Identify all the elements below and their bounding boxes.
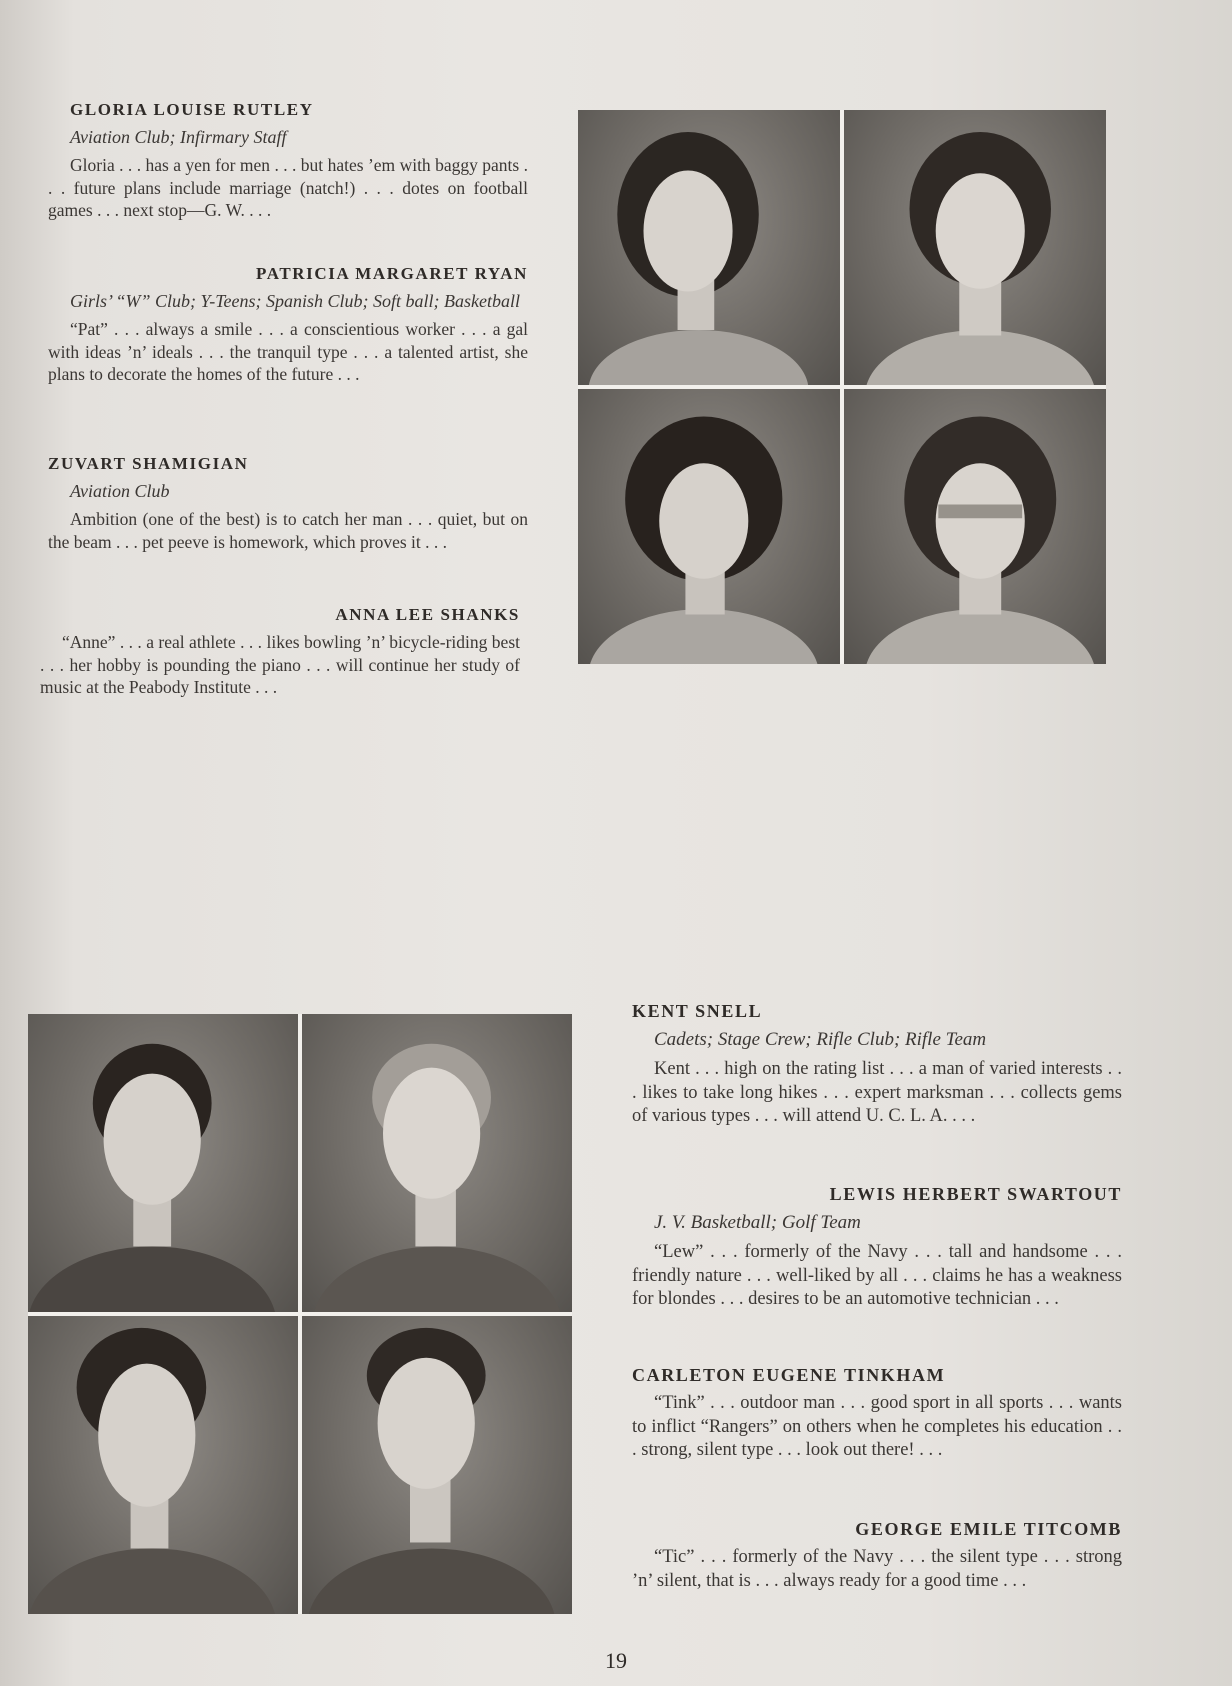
- senior-description: “Lew” . . . formerly of the Navy . . . tall and handsome . . . friendly nature . . . well-liked by all . . . claims he has a weakness for blondes . . . desires to be an automotive technician . . .: [632, 1242, 1122, 1309]
- senior-description: “Tic” . . . formerly of the Navy . . . the silent type . . . strong ’n’ silent, that is . . . always ready for a good time . . .: [632, 1547, 1122, 1591]
- entry-shamigian: [48, 454, 528, 553]
- entry-titcomb: [632, 1519, 1122, 1593]
- senior-name: CARLETON EUGENE TINKHAM: [632, 1365, 946, 1385]
- portrait-photo: [578, 389, 840, 664]
- page-number: 19: [605, 1648, 627, 1673]
- senior-description: Kent . . . high on the rating list . . . a man of varied interests . . . likes to take long hikes . . . expert marksman . . . collects gems of various types . . . will attend U. C. L. A. . . .: [632, 1059, 1122, 1126]
- portrait-photo: [28, 1316, 298, 1614]
- portrait-photo: [844, 389, 1106, 664]
- senior-activities: J. V. Basketball; Golf Team: [654, 1212, 861, 1233]
- portrait-grid-bottom: [28, 1014, 572, 1614]
- portrait-photo: [302, 1014, 572, 1312]
- entry-rutley: [48, 100, 528, 222]
- senior-description: Gloria . . . has a yen for men . . . but hates ’em with baggy pants . . . future plans include marriage (natch!) . . . dotes on football games . . . next stop—G. W. . . .: [48, 155, 528, 220]
- senior-activities: Aviation Club: [70, 481, 170, 501]
- senior-name: GEORGE EMILE TITCOMB: [855, 1519, 1122, 1539]
- senior-description: “Tink” . . . outdoor man . . . good sport in all sports . . . wants to inflict “Rangers” on others when he completes his education . . . strong, silent type . . . look out there! . . .: [632, 1393, 1122, 1460]
- senior-description: “Pat” . . . always a smile . . . a conscientious worker . . . a gal with ideas ’n’ ideals . . . the tranquil type . . . a talented artist, she plans to decorate the homes of the future . . .: [48, 319, 528, 384]
- senior-activities: Girls’ “W” Club; Y-Teens; Spanish Club; Soft ball; Basketball: [70, 291, 521, 311]
- portrait-photo: [28, 1014, 298, 1312]
- portrait-grid-top: [578, 110, 1106, 664]
- entry-tinkham: [632, 1365, 1122, 1463]
- entry-shanks: [40, 605, 520, 699]
- senior-name: GLORIA LOUISE RUTLEY: [70, 100, 314, 119]
- entry-ryan: [48, 264, 528, 386]
- senior-name: ANNA LEE SHANKS: [335, 605, 520, 624]
- entry-snell: [632, 1001, 1122, 1129]
- senior-description: “Anne” . . . a real athlete . . . likes bowling ’n’ bicycle-riding best . . . her hobby is pounding the piano . . . will continue her study of music at the Peabody Institute . . .: [40, 632, 520, 697]
- senior-activities: Aviation Club; Infirmary Staff: [70, 127, 287, 147]
- entry-swartout: [632, 1184, 1122, 1312]
- senior-name: ZUVART SHAMIGIAN: [48, 454, 249, 473]
- senior-name: LEWIS HERBERT SWARTOUT: [829, 1184, 1122, 1204]
- senior-name: KENT SNELL: [632, 1001, 763, 1021]
- senior-activities: Cadets; Stage Crew; Rifle Club; Rifle Team: [654, 1029, 987, 1050]
- portrait-photo: [844, 110, 1106, 385]
- senior-name: PATRICIA MARGARET RYAN: [256, 264, 528, 283]
- portrait-photo: [578, 110, 840, 385]
- portrait-photo: [302, 1316, 572, 1614]
- senior-description: Ambition (one of the best) is to catch her man . . . quiet, but on the beam . . . pet peeve is homework, which proves it . . .: [48, 509, 528, 552]
